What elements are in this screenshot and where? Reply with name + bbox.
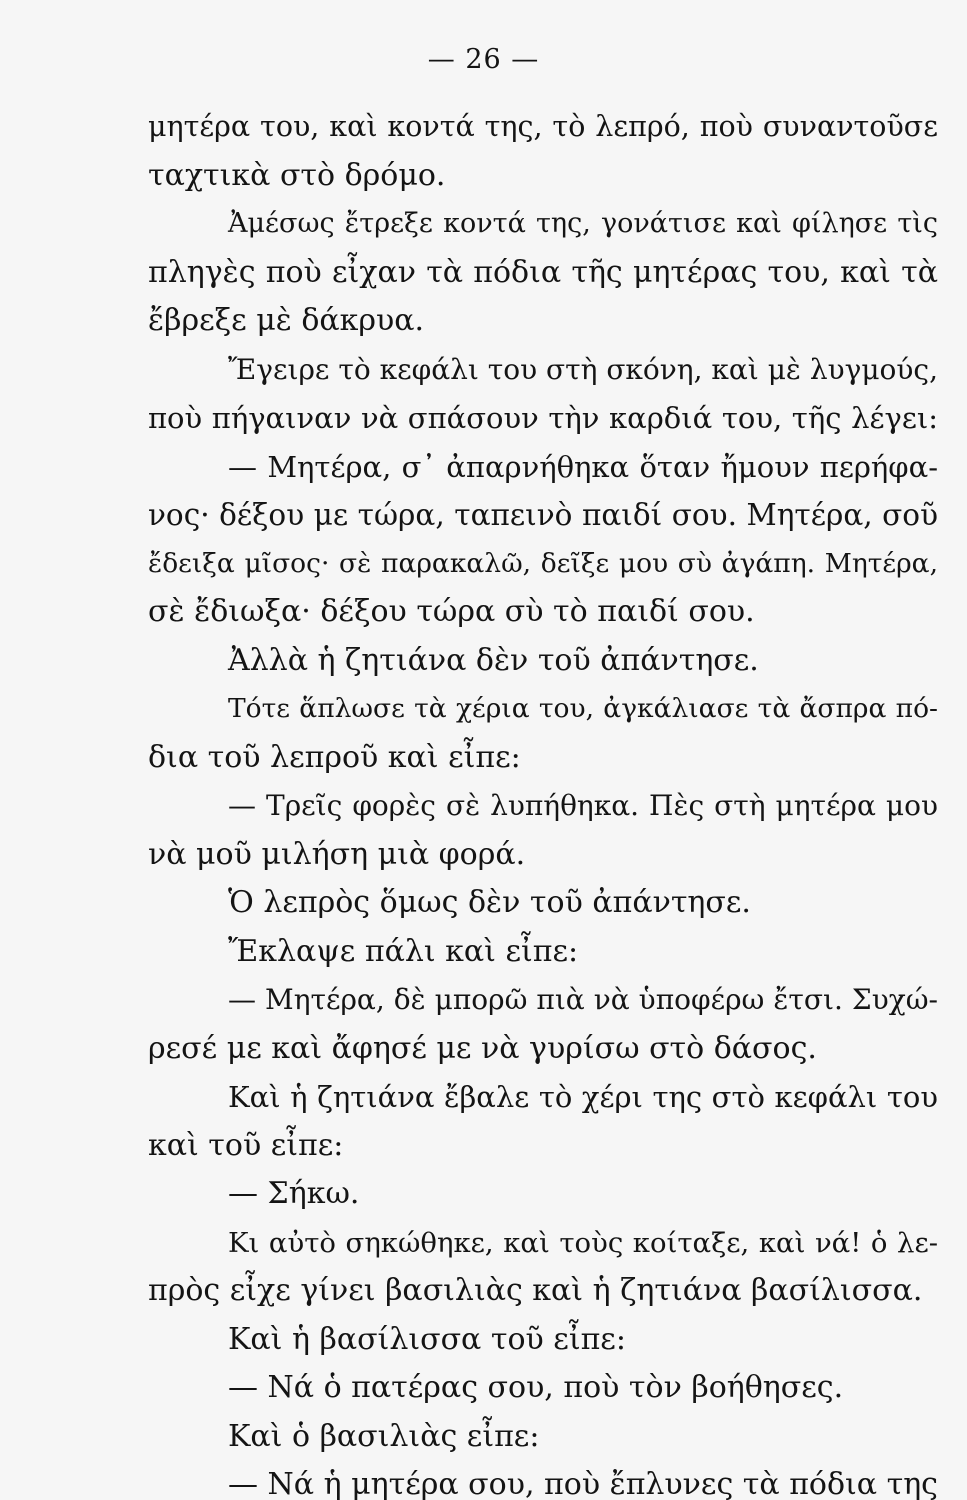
text-line: Κι αὐτὸ σηκώθηκε, καὶ τοὺς κοίταξε, καὶ νά! ὁ λε- bbox=[228, 1226, 938, 1259]
text-line: Ὁ λεπρὸς ὅμως δὲν τοῦ ἀπάντησε. bbox=[228, 885, 751, 920]
text-line: Ἔγειρε τὸ κεφάλι του στὴ σκόνη, καὶ μὲ λυγμούς, bbox=[228, 352, 938, 386]
text-line: ἔβρεξε μὲ δάκρυα. bbox=[148, 303, 425, 338]
text-line: — Νά ἡ μητέρα σου, ποὺ ἔπλυνες τὰ πόδια της bbox=[228, 1467, 938, 1500]
text-line: — Μητέρα, δὲ μπορῶ πιὰ νὰ ὑποφέρω ἔτσι. Συχώ- bbox=[228, 983, 938, 1016]
page-number: — 26 — bbox=[427, 44, 540, 75]
text-line: σὲ ἔδιωξα· δέξου τώρα σὺ τὸ παιδί σου. bbox=[148, 594, 755, 629]
text-line: δια τοῦ λεπροῦ καὶ εἶπε: bbox=[148, 739, 521, 775]
text-line: Ἀλλὰ ἡ ζητιάνα δὲν τοῦ ἀπάντησε. bbox=[228, 642, 759, 678]
text-line: ἔδειξα μῖσος· σὲ παρακαλῶ, δεῖξε μου σὺ ἀγάπη. Μητέρα, bbox=[148, 547, 938, 579]
text-line: ποὺ πήγαιναν νὰ σπάσουν τὴν καρδιά του, τῆς λέγει: bbox=[148, 401, 938, 435]
text-line: ρεσέ με καὶ ἄφησέ με νὰ γυρίσω στὸ δάσος. bbox=[148, 1030, 817, 1066]
text-line: — Τρεῖς φορὲς σὲ λυπήθηκα. Πὲς στὴ μητέρα μου bbox=[228, 789, 938, 822]
text-line: Ἔκλαψε πάλι καὶ εἶπε: bbox=[228, 933, 579, 969]
body-text bbox=[148, 103, 938, 1500]
text-line: — Σήκω. bbox=[228, 1176, 360, 1211]
text-line: — Νά ὁ πατέρας σου, ποὺ τὸν βοήθησες. bbox=[228, 1370, 844, 1405]
text-line: Ἀμέσως ἔτρεξε κοντά της, γονάτισε καὶ φίλησε τὶς bbox=[228, 208, 938, 239]
text-line: ταχτικὰ στὸ δρόμο. bbox=[148, 157, 446, 193]
text-line: — Μητέρα, σ᾽ ἀπαρνήθηκα ὅταν ἤμουν περήφα- bbox=[228, 449, 938, 484]
text-line: Καὶ ἡ βασίλισσα τοῦ εἶπε: bbox=[228, 1321, 626, 1357]
text-line: Τότε ἅπλωσε τὰ χέρια του, ἀγκάλιασε τὰ ἄσπρα πό- bbox=[228, 693, 938, 724]
text-line: μητέρα του, καὶ κοντά της, τὸ λεπρό, ποὺ συναντοῦσε bbox=[148, 110, 938, 143]
text-line: Καὶ ἡ ζητιάνα ἔβαλε τὸ χέρι της στὸ κεφάλι του bbox=[228, 1080, 938, 1114]
text-line: Καὶ ὁ βασιλιὰς εἶπε: bbox=[228, 1418, 540, 1454]
text-line: πρὸς εἶχε γίνει βασιλιὰς καὶ ἡ ζητιάνα βασίλισσα. bbox=[148, 1273, 923, 1308]
text-line: καὶ τοῦ εἶπε: bbox=[148, 1127, 344, 1163]
text-line: πληγὲς ποὺ εἶχαν τὰ πόδια τῆς μητέρας του, καὶ τὰ bbox=[148, 254, 938, 290]
text-line: νὰ μοῦ μιλήση μιὰ φορά. bbox=[148, 836, 526, 872]
text-line: νος· δέξου με τώρα, ταπεινὸ παιδί σου. Μητέρα, σοῦ bbox=[148, 498, 938, 532]
